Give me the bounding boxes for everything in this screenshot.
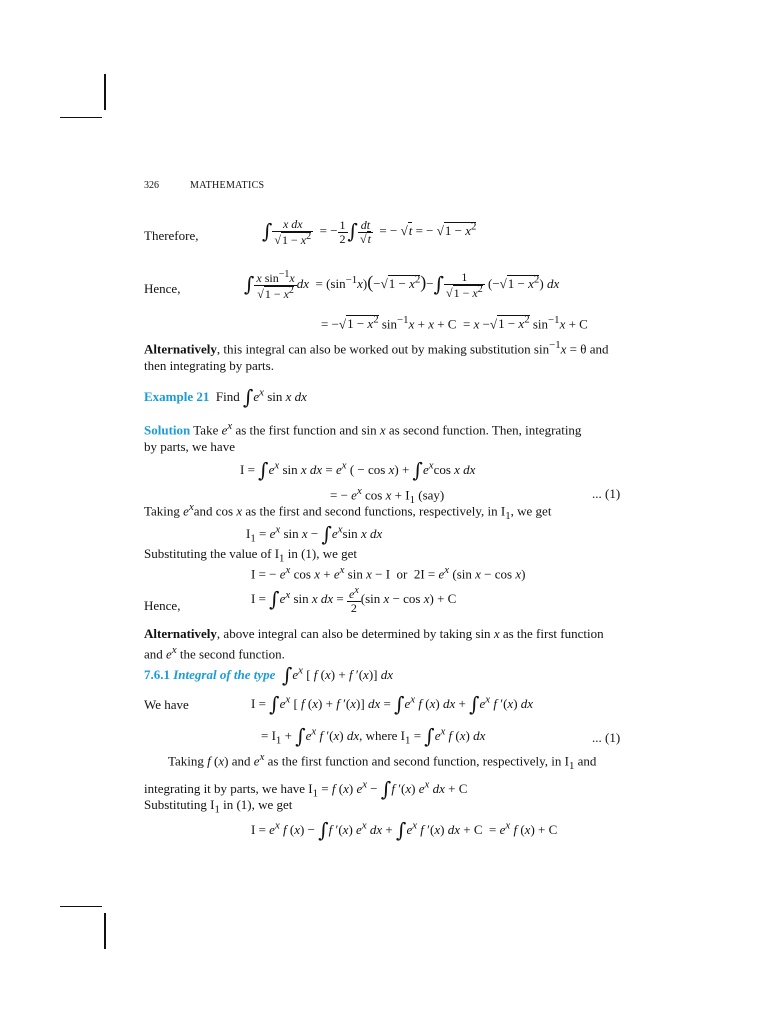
alt2-text-b: as the first function xyxy=(502,626,604,641)
example-find: Find xyxy=(215,389,240,404)
page-number: 326 xyxy=(144,180,159,191)
equation-final: $I = e^x$ f (x) − ∫f ′(x) $e^x$ dx + $\int e^x$ f ′(x) dx + $C = e^x$ f (x) + C xyxy=(251,818,558,842)
we-have-label: We have xyxy=(144,697,189,712)
section-title: Integral of the type xyxy=(173,667,276,682)
solution-text-a: Take xyxy=(193,422,219,438)
integrating-line: integrating it by parts, we have $I_1 = f$ (x) $e^x - \int f$ ′(x) $e^x$ dx + C xyxy=(144,777,468,801)
solution-text-b: as the first function and sin xyxy=(235,422,377,438)
substituting-text-b: in (1), we get xyxy=(287,546,358,561)
solution-paragraph: Solution Take $e^x$ as the first function and sin x as second function. Then, integrating by parts, we have xyxy=(144,420,582,455)
taking-text-a: Taking xyxy=(144,503,180,519)
alt1-text-a: , this integral can also be worked out by making substitution sin xyxy=(216,341,550,357)
equation-hence-2: $I = \int e^x$ sin x dx = $\frac{e^x}{2}$ (sin x − cos x) + C xyxy=(251,585,457,615)
taking2-b: and xyxy=(231,753,251,769)
equation-hence-1: ∫ $\frac{x \sin^{-1}x}{√1 - x^2}$ dx = $(\sin^{-1}x)(-√1 - x^2)-\int$ $\frac{1}{√1 - x^2}$ $(-√1 - x^2)$ dx xyxy=(244,269,560,301)
crop-mark-top-horizontal xyxy=(60,117,102,118)
hence-label-2: Hence, xyxy=(144,598,181,613)
equation-2I: I = − $e^x$ $\cos x + e^x$ sin x − I or $2I = e^x$ (sin x − cos x) xyxy=(251,564,526,582)
alternatively-paragraph-1: Alternatively, this integral can also be worked out by making substitution $\sin^{-1}x = \theta$ and then integrating by parts. xyxy=(144,339,609,374)
alternatively-paragraph-2: Alternatively, above integral can also be determined by taking sin x as the first function and $e^x$ the second function. xyxy=(144,626,604,662)
substituting-line: Substituting the value of $I_1$ in (1), we get xyxy=(144,546,358,565)
alternatively-bold-1: Alternatively xyxy=(144,341,217,357)
solution-label: Solution xyxy=(144,422,191,438)
taking2-a: Taking xyxy=(168,753,204,769)
equation-we-have: $I = \int e^x$ [ f (x) + f ′(x)] dx = $\int e^x$ f (x) dx + $\int e^x$ f ′(x) dx xyxy=(251,692,534,716)
substituting2-text-b: in (1), we get xyxy=(223,797,293,812)
crop-mark-bottom-horizontal xyxy=(60,906,102,907)
equation-we-have-line2: = $I_1 + \int e^x$ f ′(x) dx, where $I_1 = \int e^x$ f (x) dx xyxy=(261,724,486,748)
section-number: 7.6.1 xyxy=(144,667,170,682)
taking-text-d: , we get xyxy=(510,503,552,519)
equation-hence-1-continued: = $-√1 - x^2$ $\sin^{-1}x + x + C = x -√1 - x^2$ $\sin^{-1}x + C$ xyxy=(321,314,588,332)
taking-text-b: and cos xyxy=(193,503,234,519)
hence-label-1: Hence, xyxy=(144,281,181,296)
taking-2-line: Taking f (x) and $e^x$ as the first function and second function, respectively, in $I_1$ and xyxy=(168,751,597,772)
alternatively-bold-2: Alternatively xyxy=(144,626,217,641)
alt2-text-line2-a: and xyxy=(144,646,163,662)
alt1-text-b: = θ and xyxy=(566,341,609,357)
crop-mark-bottom-vertical xyxy=(104,913,106,949)
where-text: , where I xyxy=(359,728,406,743)
therefore-label: Therefore, xyxy=(144,228,199,243)
solution-text-c: as second function. Then, integrating xyxy=(388,422,582,438)
example-label: Example 21 xyxy=(144,389,210,404)
equation-number-1: ... (1) xyxy=(592,486,621,501)
taking2-d: and xyxy=(577,753,597,769)
running-head: MATHEMATICS xyxy=(190,180,265,191)
integrating-text: integrating it by parts, we have I xyxy=(144,781,313,796)
solution-text-line2: by parts, we have xyxy=(144,439,235,455)
equation-I-line2: = − $e^x$ $\cos x + I_1$ (say) xyxy=(330,485,445,506)
taking-line: Taking $e^xand$ cos x as the first and second functions, respectively, in $I_1$, we get xyxy=(144,501,552,522)
substituting-2-line: Substituting $I_1$ in (1), we get xyxy=(144,797,293,816)
alt2-text-line2-b: the second function. xyxy=(179,646,285,662)
section-heading: 7.6.1 Integral of the type $\int e^x$ [ f (x) + f ′(x)] dx xyxy=(144,663,394,687)
equation-I1: $I_1 = e^x$ $\sin x - \int e^x\sin$ x dx xyxy=(246,522,383,546)
crop-mark-top-vertical xyxy=(104,74,106,110)
substituting-text: Substituting the value of I xyxy=(144,546,280,561)
equation-number-2: ... (1) xyxy=(592,730,621,745)
example-21: Example 21 Find $\int e^x$ sin x dx xyxy=(144,385,307,409)
taking2-c: as the first function and second function, respectively, in I xyxy=(267,753,569,769)
taking-text-c: as the first and second functions, respectively, in I xyxy=(245,503,506,519)
substituting2-text: Substituting I xyxy=(144,797,215,812)
alt1-text-line2: then integrating by parts. xyxy=(144,358,274,374)
equation-I: $I = \int e^x$ sin x dx = $e^x$ ( − $\cos x) + \int e^x\cos$ x dx xyxy=(240,458,476,482)
alt2-text-a: , above integral can also be determined by taking sin xyxy=(216,626,491,641)
equation-therefore: ∫ $\frac{\text{x dx}}{√1 - x^2}$ = − $\frac{1}{2}$ ∫ $\frac{dt}{√t}$ = − √t = − $√1 - x^2$ xyxy=(262,217,477,247)
